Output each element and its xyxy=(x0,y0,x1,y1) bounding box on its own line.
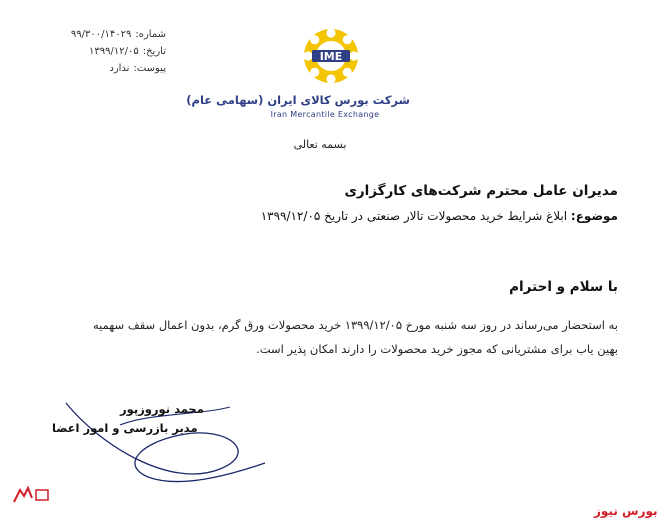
source-watermark: بورس نیوز xyxy=(594,504,658,518)
body-paragraph-line-1: به استحضار می‌رساند در روز سه شنبه مورخ ۱۳۹۹/۱۲/۰۵ خرید محصولات ورق گرم، بدون اعمال سقف سهمیه xyxy=(92,318,618,332)
basmala: بسمه تعالی xyxy=(293,138,347,151)
letter-attachment-label: پیوست: xyxy=(133,63,166,74)
letter-meta xyxy=(56,26,166,77)
letter-attachment-value: ندارد xyxy=(109,63,130,74)
letter-subject xyxy=(261,209,618,223)
letter-date-row xyxy=(56,43,166,60)
letter-date-label: تاریخ: xyxy=(142,46,166,57)
subject-label: موضوع: xyxy=(570,209,618,223)
bourse-news-logo-icon xyxy=(10,484,52,506)
letter-number-label: شماره: xyxy=(135,29,166,40)
signatory-title: مدیر بازرسی و امور اعضا xyxy=(52,421,198,435)
logo-company-name-fa: شرکت بورس کالای ایران (سهامی عام) xyxy=(186,93,410,107)
body-paragraph-line-2: بهین یاب برای مشتریانی که مجوز خرید محصولات را دارند امکان پذیر است. xyxy=(256,342,618,356)
letter-addressee: مدیران عامل محترم شرکت‌های کارگزاری xyxy=(344,183,618,199)
ime-logo-icon xyxy=(240,10,420,100)
letter-greeting: با سلام و احترام xyxy=(509,279,618,295)
ime-logo xyxy=(186,10,420,125)
letter-date-value: ۱۳۹۹/۱۲/۰۵ xyxy=(89,46,139,57)
subject-text: ابلاغ شرایط خرید محصولات تالار صنعتی در تاریخ ۱۳۹۹/۱۲/۰۵ xyxy=(260,209,568,223)
letter-number-value: ۹۹/۳۰۰/۱۴۰۲۹ xyxy=(70,29,132,40)
ime-logo-mark: IME xyxy=(319,50,343,64)
letter-attachment-row xyxy=(56,60,166,77)
letter-number-row xyxy=(56,26,166,43)
logo-company-name-en: Iran Mercantile Exchange xyxy=(270,110,380,119)
signatory-name: محمد نوروزپور xyxy=(120,402,204,416)
